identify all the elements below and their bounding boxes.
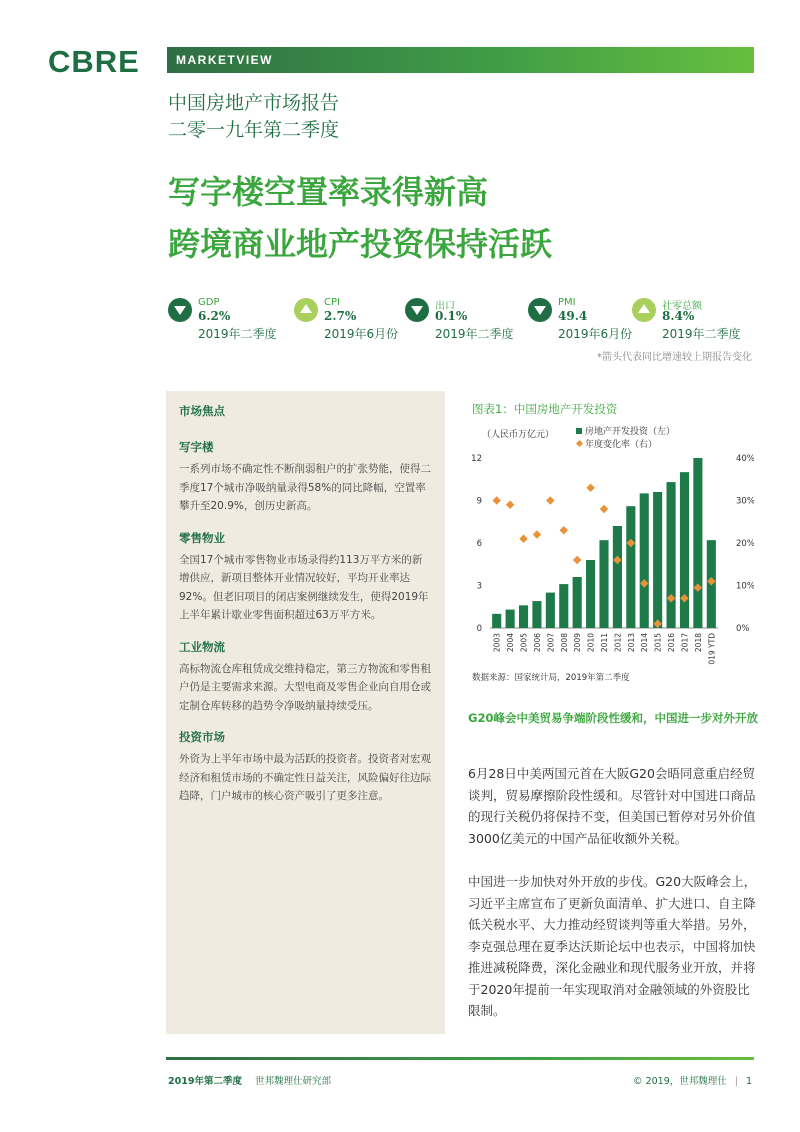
chart-bar [640, 493, 649, 628]
y-tick-left: 12 [471, 454, 482, 464]
chart-point [586, 484, 594, 492]
y-tick-right: 30% [736, 496, 754, 507]
report-title [168, 90, 339, 144]
indicator-value: 49.4 [558, 309, 588, 323]
report-title-line2: 二零一九年第二季度 [168, 119, 340, 141]
x-tick-label: 2006 [532, 633, 542, 653]
indicator-period: 2019年6月份 [324, 327, 399, 341]
chart-point [560, 526, 568, 534]
legend-bar-swatch [576, 428, 582, 434]
sidebar-text-retail: 全国17个城市零售物业市场录得约113万平方米的新增供应，新项目整体开业情况较好，平均开业率达92%。但老旧项目的闭店案例继续发生，使得2019年上半年累计歇业零售面积超过63万平方米。 [179, 553, 429, 621]
arrow-down-icon [405, 298, 429, 322]
legend-bar-label: 房地产开发投资（左） [585, 427, 676, 437]
x-tick-label: 2009 [573, 633, 583, 653]
y-tick-left: 9 [476, 496, 482, 507]
legend-dot-swatch [576, 440, 583, 447]
chart-point [492, 496, 500, 504]
legend-dot-label: 年度变化率（右） [585, 440, 658, 450]
indicator-note: *箭头代表同比增速较上期报告变化 [597, 352, 752, 363]
x-tick-label: 2003 [492, 633, 502, 653]
indicator-period: 2019年二季度 [198, 327, 277, 341]
indicator-label: 出口 [435, 301, 455, 312]
chart-bar [680, 472, 689, 628]
indicator-value: 2.7% [324, 309, 357, 323]
chart-bar [599, 540, 608, 628]
x-tick-label: 2011 [600, 633, 609, 653]
marketview-banner [167, 47, 754, 73]
chart-point [573, 556, 581, 564]
indicator-label: GDP [198, 297, 220, 308]
report-title-line1: 中国房地产市场报告 [168, 92, 340, 114]
sidebar-text-office: 一系列市场不确定性不断削弱租户的扩张势能，使得二季度17个城市净吸纳量录得58%的同比降幅，空置率攀升至20.9%，创历史新高。 [179, 463, 431, 512]
sidebar-text-logistics: 高标物流仓库租赁成交维持稳定，第三方物流和零售租户仍是主要需求来源。大型电商及零售企业向自用仓或定制仓库转移的趋势令净吸纳量持续受压。 [179, 662, 431, 712]
x-tick-label: 2005 [519, 633, 529, 653]
y-tick-left: 6 [476, 539, 482, 549]
sidebar-heading-office: 写字楼 [179, 440, 214, 454]
chart-bar [532, 601, 541, 628]
chart-bar [492, 614, 501, 628]
article-body [468, 763, 758, 1044]
figure-source: 数据来源：国家统计局，2019年第二季度 [472, 673, 630, 683]
article-paragraph-1: 6月28日中美两国元首在大阪G20会晤同意重启经贸谈判，贸易摩擦阶段性缓和。尽管针对中国进口商品的现行关税仍将保持不变，但美国已暂停对另外价值3000亿美元的中国产品征收额外关税。 [468, 766, 756, 846]
chart-bar [586, 560, 595, 628]
chart-bar [693, 458, 702, 628]
investment-chart [470, 423, 754, 665]
sidebar-text-investment: 外资为上半年市场中最为活跃的投资者。投资者对宏观经济和租赁市场的不确定性日益关注，风险偏好往边际趋降，门户城市的核心资产吸引了更多注意。 [179, 753, 431, 802]
chart-point [546, 496, 554, 504]
arrow-down-icon [528, 298, 552, 322]
indicator-period: 2019年二季度 [662, 327, 741, 341]
figure-title: 图表1：中国房地产开发投资 [472, 402, 618, 416]
indicator-label: CPI [324, 297, 340, 308]
indicator-period: 2019年二季度 [435, 327, 514, 341]
chart-bar [506, 610, 515, 628]
arrow-up-icon [632, 298, 656, 322]
headline [168, 166, 552, 270]
footer-left [168, 1073, 331, 1087]
arrow-down-icon [168, 298, 192, 322]
arrow-up-icon [294, 298, 318, 322]
chart-bar [559, 584, 568, 628]
x-tick-label: 2010 [586, 633, 596, 653]
x-tick-label: 2013 [626, 633, 636, 653]
sidebar-heading-logistics: 工业物流 [179, 639, 225, 654]
sidebar-heading-investment: 投资市场 [179, 730, 225, 744]
chart-bar [546, 593, 555, 628]
chart-bar [573, 577, 582, 628]
indicator-value: 0.1% [435, 309, 468, 323]
indicator-period: 2019年6月份 [558, 327, 633, 341]
chart-point [519, 535, 527, 543]
article-paragraph-2: 中国进一步加快对外开放的步伐。G20大阪峰会上，习近平主席宣布了更新负面清单、扩大进口、自主降低关税水平、大力推动经贸谈判等重大举措。另外，李克强总理在夏季达沃斯论坛中也表示，中国将加快推进减税降费，深化金融业和现代服务业开放，并将于2020年提前一年实现取消对金融领域的外资股比限制。 [468, 874, 757, 1018]
x-tick-label: 2017 [680, 633, 690, 653]
sidebar-title: 市场焦点 [179, 404, 225, 418]
footer-divider [166, 1057, 754, 1060]
headline-line1: 写字楼空置率录得新高 [168, 173, 489, 211]
x-tick-label: 2007 [546, 633, 556, 653]
chart-bar [519, 605, 528, 628]
page-number: 1 [745, 1076, 752, 1087]
sidebar-heading-retail: 零售物业 [179, 530, 225, 545]
chart-svg [470, 423, 754, 665]
y-tick-left: 0 [476, 624, 482, 634]
x-tick-label: 2015 [653, 633, 663, 653]
indicator-value: 8.4% [662, 309, 695, 323]
x-tick-label: 2018 [693, 633, 703, 653]
y-tick-right: 0% [736, 624, 750, 634]
footer-period: 2019年第二季度 [168, 1076, 242, 1087]
chart-point [533, 530, 541, 538]
chart-point [600, 505, 608, 513]
market-focus-sidebar [166, 391, 445, 1034]
x-tick-label: 2008 [559, 633, 569, 653]
article-subhead: G20峰会中美贸易争端阶段性缓和，中国进一步对外开放 [468, 711, 758, 725]
headline-line2: 跨境商业地产投资保持活跃 [168, 225, 553, 263]
x-tick-label: 2012 [613, 633, 623, 653]
chart-bar [613, 526, 622, 628]
y-tick-right: 10% [736, 581, 754, 592]
y-tick-left: 3 [476, 581, 482, 592]
footer-copyright: © 2019，世邦魏理仕 [633, 1076, 727, 1087]
x-tick-label: 2014 [640, 633, 650, 653]
x-tick-label: 2019 YTD [707, 633, 717, 665]
chart-point [506, 501, 514, 509]
indicator-value: 6.2% [198, 309, 231, 323]
y-tick-right: 20% [736, 539, 754, 549]
marketview-label: MARKETVIEW [176, 53, 273, 67]
cbre-logo: CBRE [48, 44, 140, 79]
x-tick-label: 2004 [506, 633, 516, 653]
footer-right: © 2019，世邦魏理仕 | 1 [633, 1076, 752, 1087]
footer-dept: 世邦魏理仕研究部 [254, 1076, 331, 1087]
x-tick-label: 2016 [667, 633, 677, 653]
indicator-label: 社零总额 [662, 301, 702, 312]
chart-bar [666, 482, 675, 628]
chart-bar [626, 506, 635, 628]
y-tick-right: 40% [736, 454, 754, 464]
chart-bar [653, 492, 662, 628]
y-axis-left-label: （人民币万亿元） [482, 430, 555, 440]
indicator-label: PMI [558, 297, 576, 308]
